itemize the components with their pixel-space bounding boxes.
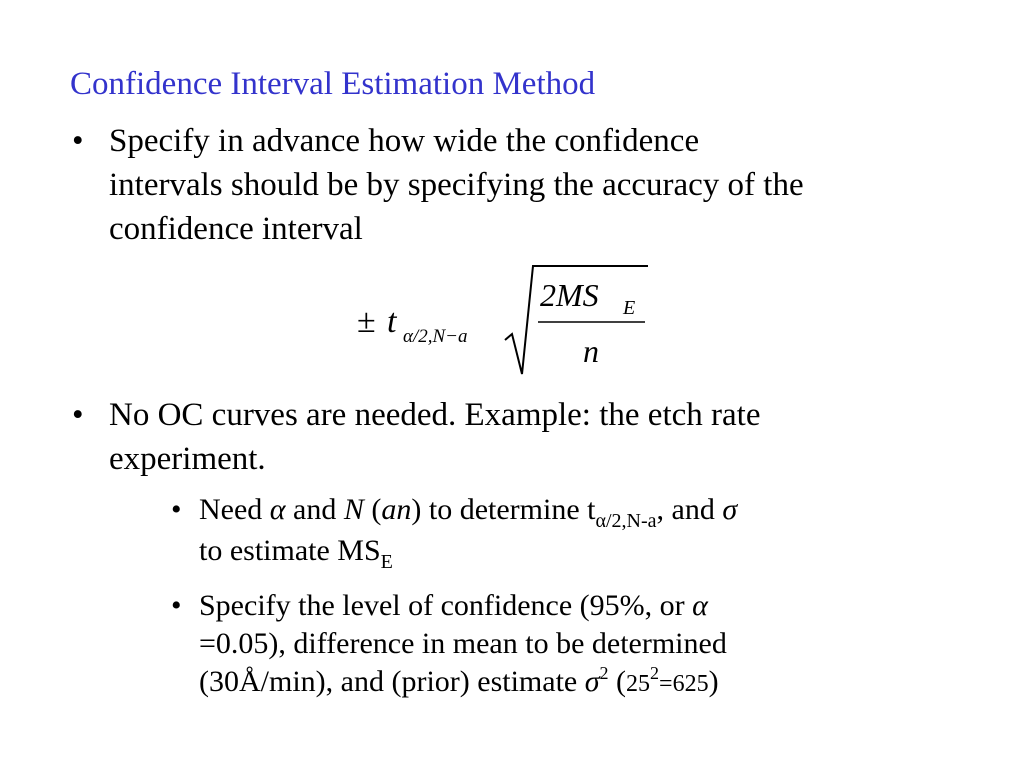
text-comma-and: , and <box>656 493 715 526</box>
formula-t: t <box>387 303 397 340</box>
formula-numerator: 2MS <box>540 277 599 313</box>
text-prior-estimate: (30Å/min), and (prior) estimate <box>199 665 578 698</box>
bullet-glyph: • <box>72 397 84 433</box>
sigma-symbol: σ <box>584 665 600 698</box>
sub-bullet-text <box>199 491 737 573</box>
bullet-line-1: Specify in advance how wide the confidence <box>109 123 700 159</box>
text-equals-625: =625 <box>659 671 709 697</box>
sub-bullet-glyph: • <box>171 493 182 526</box>
text-to-determine: ) to determine t <box>411 493 596 526</box>
bullet-line-2: intervals should be by specifying the accuracy of the <box>109 167 804 203</box>
sub-bullet-line-2: =0.05), difference in mean to be determined <box>199 627 727 660</box>
alpha-symbol: α <box>692 589 708 622</box>
sub-bullet-line-1 <box>199 491 737 532</box>
text-paren-open: ( <box>616 665 627 698</box>
sub-bullet-text <box>199 587 727 704</box>
ms-subscript: E <box>380 551 393 573</box>
sigma-superscript: 2 <box>599 663 609 683</box>
bullet-line-2: experiment. <box>109 441 266 477</box>
formula-numerator-subscript: E <box>623 297 636 319</box>
formula-t-subscript: α/2,N−a <box>403 326 468 347</box>
bullet-text <box>109 119 804 251</box>
bullet-line-3: confidence interval <box>109 211 363 247</box>
bullet-line-1: No OC curves are needed. Example: the etch rate <box>109 397 761 433</box>
bullet-glyph: • <box>72 123 84 159</box>
text-paren-close: ) <box>708 665 719 698</box>
text-need: Need <box>199 493 263 526</box>
text-level-of-confidence: Specify the level of confidence (95%, or <box>199 589 685 622</box>
sub-bullet-line-2 <box>199 532 737 573</box>
text-25: 25 <box>626 671 651 697</box>
square-superscript: 2 <box>650 663 660 683</box>
sub-bullet-glyph: • <box>171 589 182 622</box>
confidence-interval-formula <box>355 262 655 377</box>
sigma-symbol: σ <box>722 493 738 526</box>
sub-bullet-line-1 <box>199 587 727 625</box>
n-symbol: N <box>343 493 364 526</box>
slide-title: Confidence Interval Estimation Method <box>70 66 596 102</box>
formula-denominator: n <box>583 333 599 369</box>
sub-bullet-line-3 <box>199 663 727 704</box>
alpha-symbol: α <box>269 493 286 526</box>
an-symbol: an <box>381 493 412 526</box>
text-estimate-ms: to estimate MS <box>199 534 381 567</box>
formula-plus-minus: ± <box>357 303 376 340</box>
t-subscript: α/2,N-a <box>595 510 657 532</box>
bullet-text <box>109 393 760 481</box>
text-open-paren: ( <box>371 493 382 526</box>
text-and: and <box>293 493 337 526</box>
